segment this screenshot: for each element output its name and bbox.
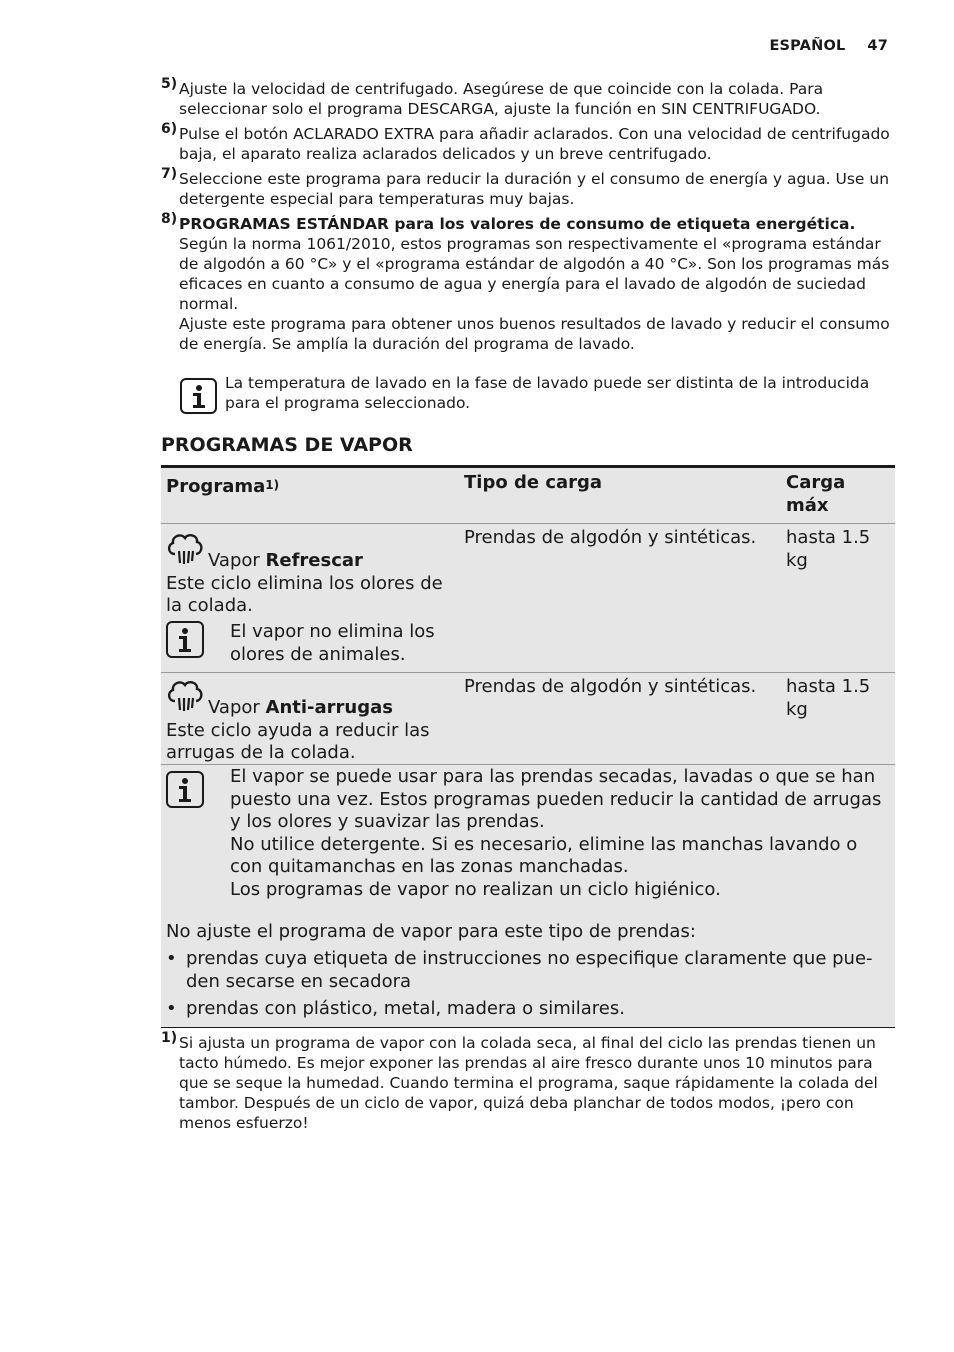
program-prefix: Vapor	[208, 550, 260, 571]
header-max-load	[786, 472, 891, 517]
note-number: 5)	[161, 76, 178, 92]
list-item-text: prendas con plástico, metal, madera o similares.	[186, 998, 625, 1019]
load-type-cell: Prendas de algodón y sintéticas.	[464, 527, 757, 548]
header-max-load-line2: máx	[786, 494, 829, 516]
note-text: Seleccione este programa para reducir la duración y el consumo de energía y agua. Use un detergente especial para temperaturas muy bajas.	[179, 170, 890, 208]
restriction-intro: No ajuste el programa de vapor para este tipo de prendas:	[166, 921, 696, 942]
steam-icon	[166, 532, 204, 573]
program-cell	[166, 532, 456, 618]
steam-icon	[166, 679, 204, 720]
bullet-icon: •	[166, 998, 177, 1019]
note-number: 7)	[161, 166, 178, 182]
note-6	[161, 121, 901, 164]
program-name: Refrescar	[265, 550, 363, 571]
section-title: PROGRAMAS DE VAPOR	[161, 434, 413, 456]
header-max-load-line1: Carga	[786, 472, 846, 493]
table-row	[161, 673, 895, 765]
note-number: 8)	[161, 211, 178, 227]
info-note-text: La temperatura de lavado en la fase de lavado puede ser distinta de la introducida para el programa seleccionado.	[225, 374, 870, 412]
steam-info-line1: El vapor se puede usar para las prendas secadas, lavadas o que se han puesto una vez. Estos programas pueden reducir la cantidad de arrugas y los olores y suavizar las prendas.	[230, 766, 882, 832]
max-load-cell: hasta 1.5 kg	[786, 676, 871, 720]
info-icon	[166, 621, 204, 658]
footnotes-list	[161, 76, 901, 359]
program-note	[166, 621, 456, 666]
steam-info-line2: No utilice detergente. Si es necesario, elimine las manchas lavando o con quitamanchas en las zonas manchadas.	[230, 833, 858, 877]
note-text: Pulse el botón ACLARADO EXTRA para añadir aclarados. Con una velocidad de centrifugado baja, el aparato realiza aclarados delicados y un breve centrifugado.	[179, 125, 890, 163]
table-row	[161, 524, 895, 673]
table-footnote	[161, 1030, 897, 1133]
note-5	[161, 76, 901, 119]
program-description: Este ciclo elimina los olores de la colada.	[166, 572, 443, 616]
note-text-2: Ajuste este programa para obtener unos buenos resultados de lavado y reducir el consumo de energía. Se amplía la duración del programa de lavado.	[179, 315, 890, 353]
program-prefix: Vapor	[208, 697, 260, 718]
program-cell	[166, 679, 456, 765]
steam-programs-table	[161, 465, 895, 1028]
table-header-row	[161, 465, 895, 524]
page-number: 47	[867, 38, 888, 54]
restriction-list	[166, 948, 890, 1026]
steam-info-block	[161, 765, 895, 1028]
program-description: Este ciclo ayuda a reducir las arrugas de la colada.	[166, 719, 430, 763]
note-text: Según la norma 1061/2010, estos programas son respectivamente el «programa estándar de algodón a 60 °C» y el «programa estándar de algodón a 40 °C». Son los programas más eficaces en cuanto a consumo de agua y energía para el lavado de algodón de suciedad normal.	[179, 235, 890, 313]
bullet-icon: •	[166, 948, 177, 969]
program-note-text: El vapor no elimina los olores de animales.	[230, 621, 435, 665]
header-program-footnote-ref: 1)	[265, 478, 280, 492]
info-icon	[180, 378, 217, 414]
note-text: Ajuste la velocidad de centrifugado. Asegúrese de que coincide con la colada. Para seleccionar solo el programa DESCARGA, ajuste la función en SIN CENTRIFUGADO.	[179, 80, 824, 118]
note-8	[161, 211, 901, 354]
note-bold-title: PROGRAMAS ESTÁNDAR para los valores de consumo de etiqueta energética.	[179, 215, 856, 233]
max-load-cell: hasta 1.5 kg	[786, 527, 871, 571]
footnote-text: Si ajusta un programa de vapor con la colada seca, al final del ciclo las prendas tienen un tacto húmedo. Es mejor exponer las prendas al aire fresco durante unos 10 minutos para que se seque la humedad. Cuando termina el programa, saque rápidamente la colada del tambor. Después de un ciclo de vapor, quizá deba planchar de todos modos, ¡pero con menos esfuerzo!	[179, 1034, 878, 1132]
note-7	[161, 166, 901, 209]
page-header	[769, 38, 888, 54]
list-item	[166, 948, 890, 993]
note-number: 6)	[161, 121, 178, 137]
steam-info-line3: Los programas de vapor no realizan un ciclo higiénico.	[230, 878, 721, 900]
header-program	[166, 476, 456, 499]
header-load-type: Tipo de carga	[464, 472, 603, 493]
footnote-number: 1)	[161, 1030, 178, 1046]
list-item-text: prendas cuya etiqueta de instrucciones no especifique claramente que pue-den secarse en secadora	[186, 948, 873, 992]
info-note	[178, 373, 898, 413]
section-label: ESPAÑOL	[769, 38, 846, 54]
info-icon	[166, 771, 204, 808]
steam-info-text	[230, 766, 890, 901]
list-item	[166, 998, 890, 1021]
load-type-cell: Prendas de algodón y sintéticas.	[464, 676, 757, 697]
program-name: Anti-arrugas	[265, 697, 393, 718]
header-program-label: Programa	[166, 476, 266, 497]
